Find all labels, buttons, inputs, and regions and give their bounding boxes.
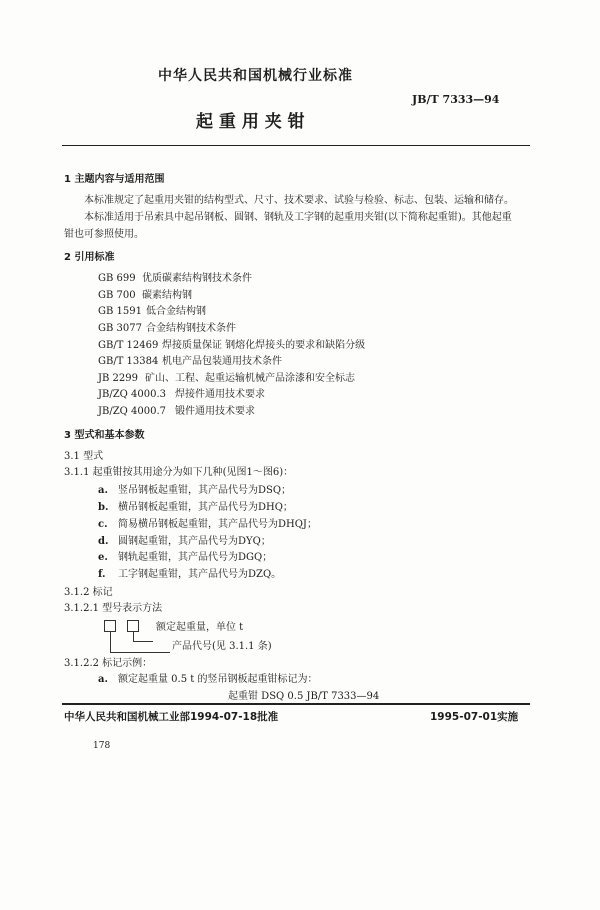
section-1-heading: 1 主题内容与适用范围 — [64, 174, 165, 185]
header-rule — [62, 145, 530, 146]
ref-title: 机电产品包装通用技术条件 — [162, 356, 282, 367]
list-item-label: b. — [98, 502, 109, 513]
ref-title: 碳素结构钢 — [142, 290, 192, 301]
example-text: 额定起重量 0.5 t 的竖吊钢板起重钳标记为： — [118, 674, 318, 685]
diagram-label-product-code: 产品代号(见 3.1.1 条) — [172, 641, 272, 652]
ref-code: GB 3077 — [98, 323, 142, 334]
section-2-heading: 2 引用标准 — [64, 252, 115, 263]
ref-code: GB 1591 — [98, 306, 142, 317]
effective-date: 1995-07-01实施 — [430, 711, 519, 723]
approval-statement: 中华人民共和国机械工业部1994-07-18批准 — [64, 711, 279, 723]
example-label: a. — [98, 674, 108, 685]
industry-standard-title: 中华人民共和国机械行业标准 — [158, 68, 353, 84]
section-3-heading: 3 型式和基本参数 — [64, 430, 145, 441]
ref-code: JB/ZQ 4000.3 — [98, 389, 167, 400]
list-item-label: a. — [98, 485, 108, 496]
section-1-paragraph-2-line-2: 钳也可参照使用。 — [64, 229, 144, 240]
section-3-1-2-1-heading: 3.1.2.1 型号表示方法 — [64, 603, 163, 614]
ref-code: GB/T 13384 — [98, 356, 159, 367]
section-1-paragraph-1: 本标准规定了起重用夹钳的结构型式、尺寸、技术要求、试验与检验、标志、包装、运输和储存。 — [84, 195, 514, 206]
ref-code: JB/ZQ 4000.7 — [98, 406, 167, 417]
ref-title: 合金结构钢技术条件 — [146, 323, 236, 334]
ref-code: JB 2299 — [98, 373, 138, 384]
list-item: 钢轨起重钳，其产品代号为DGQ； — [118, 552, 273, 563]
ref-code: GB 700 — [98, 290, 136, 301]
list-item: 横吊钢板起重钳，其产品代号为DHQ； — [118, 502, 293, 513]
list-item: 工字钢起重钳，其产品代号为DZQ。 — [118, 569, 282, 580]
ref-title: 优质碳素结构钢技术条件 — [142, 273, 252, 284]
section-3-1-2-2-heading: 3.1.2.2 标记示例： — [64, 658, 153, 669]
section-3-1-2-heading: 3.1.2 标记 — [64, 587, 113, 598]
leader-line — [110, 632, 111, 653]
section-3-1-1-text: 3.1.1 起重钳按其用途分为如下几种(见图1～图6)： — [64, 467, 294, 478]
ref-title: 焊接件通用技术要求 — [175, 389, 265, 400]
list-item: 简易横吊钢板起重钳，其产品代号为DHQJ； — [118, 519, 317, 530]
leader-line — [133, 641, 153, 642]
ref-title: 焊接质量保证 钢熔化焊接头的要求和缺陷分级 — [162, 340, 366, 351]
list-item-label: e. — [98, 552, 108, 563]
example-marking: 起重钳 DSQ 0.5 JB/T 7333—94 — [228, 691, 380, 702]
ref-title: 矿山、工程、起重运输机械产品涂漆和安全标志 — [145, 373, 355, 384]
ref-code: GB/T 12469 — [98, 340, 159, 351]
ref-code: GB 699 — [98, 273, 136, 284]
list-item-label: c. — [98, 519, 108, 530]
standard-code: JB/T 7333—94 — [412, 93, 500, 106]
footer-rule — [62, 703, 530, 705]
ref-title: 低合金结构钢 — [146, 306, 206, 317]
page-number: 178 — [93, 741, 111, 751]
section-3-1-heading: 3.1 型式 — [64, 451, 104, 462]
list-item: 竖吊钢板起重钳，其产品代号为DSQ； — [118, 485, 292, 496]
designation-box-capacity — [127, 620, 139, 632]
list-item: 圆钢起重钳，其产品代号为DYQ； — [118, 536, 271, 547]
document-title: 起 重 用 夹 钳 — [196, 112, 305, 132]
list-item-label: f. — [98, 569, 106, 580]
list-item-label: d. — [98, 536, 109, 547]
designation-box-product-code — [104, 620, 116, 632]
section-1-paragraph-2-line-1: 本标准适用于吊索具中起吊钢板、圆钢、钢轨及工字钢的起重用夹钳(以下简称起重钳)。其他起重 — [84, 212, 512, 223]
leader-line — [110, 652, 170, 653]
ref-title: 锻件通用技术要求 — [175, 406, 255, 417]
diagram-label-capacity: 额定起重量，单位 t — [156, 622, 244, 633]
